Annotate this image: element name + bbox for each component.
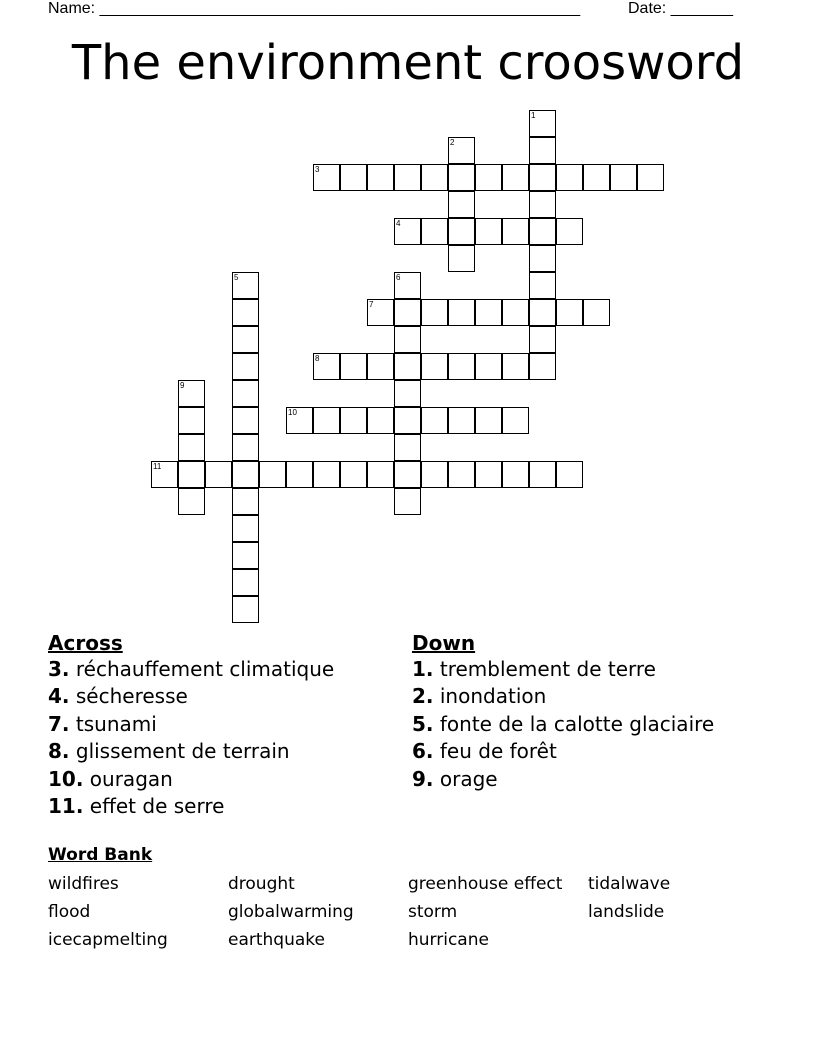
crossword-cell[interactable] xyxy=(367,461,394,488)
across-clue-list xyxy=(48,656,398,820)
down-clues xyxy=(412,630,782,793)
down-clue xyxy=(412,766,782,793)
crossword-cell[interactable] xyxy=(475,299,502,326)
across-clue xyxy=(48,711,398,738)
crossword-cell[interactable] xyxy=(313,461,340,488)
clue-number: 4. xyxy=(48,684,70,709)
down-clue xyxy=(412,683,782,710)
crossword-cell[interactable] xyxy=(475,353,502,380)
crossword-cell[interactable] xyxy=(421,461,448,488)
clue-number: 9. xyxy=(412,766,434,791)
down-clue xyxy=(412,738,782,765)
crossword-cell[interactable] xyxy=(232,515,259,542)
crossword-cell[interactable] xyxy=(340,164,367,191)
crossword-cell[interactable] xyxy=(475,461,502,488)
crossword-cell[interactable] xyxy=(232,380,259,407)
crossword-cell[interactable] xyxy=(502,353,529,380)
word-bank-word: tidalwave xyxy=(588,874,671,894)
crossword-cell[interactable] xyxy=(583,164,610,191)
down-clue xyxy=(412,711,782,738)
crossword-cell[interactable] xyxy=(394,488,421,515)
down-clue xyxy=(412,656,782,683)
crossword-cell[interactable] xyxy=(529,110,556,137)
crossword-cell[interactable] xyxy=(232,353,259,380)
clue-number: 8. xyxy=(48,739,70,764)
clue-text: tsunami xyxy=(75,711,157,736)
clue-number-label: 10 xyxy=(288,408,297,417)
clue-number-label: 7 xyxy=(369,300,374,309)
crossword-cell[interactable] xyxy=(340,461,367,488)
crossword-cell[interactable] xyxy=(448,137,475,164)
date-field-label: Date: _______ xyxy=(628,0,733,17)
crossword-cell[interactable] xyxy=(286,407,313,434)
clue-number-label: 4 xyxy=(396,219,401,228)
page-title: The environment croosword xyxy=(71,35,745,91)
crossword-cell[interactable] xyxy=(340,353,367,380)
crossword-cell[interactable] xyxy=(232,488,259,515)
clue-number: 1. xyxy=(412,657,434,681)
crossword-cell[interactable] xyxy=(529,326,556,353)
word-bank-word: drought xyxy=(228,874,295,894)
crossword-cell[interactable] xyxy=(448,164,475,191)
crossword-cell[interactable] xyxy=(367,407,394,434)
clue-text: fonte de la calotte glaciaire xyxy=(439,711,715,736)
crossword-cell[interactable] xyxy=(448,191,475,218)
crossword-cell[interactable] xyxy=(502,407,529,434)
crossword-cell[interactable] xyxy=(529,353,556,380)
word-bank-word: flood xyxy=(48,902,91,922)
crossword-cell[interactable] xyxy=(205,461,232,488)
crossword-cell[interactable] xyxy=(502,299,529,326)
crossword-cell[interactable] xyxy=(232,299,259,326)
word-bank-items xyxy=(48,874,768,964)
crossword-cell[interactable] xyxy=(529,218,556,245)
crossword-cell[interactable] xyxy=(286,461,313,488)
crossword-cell[interactable] xyxy=(151,461,178,488)
word-bank-word: storm xyxy=(408,902,458,922)
crossword-cell[interactable] xyxy=(232,461,259,488)
crossword-cell[interactable] xyxy=(340,407,367,434)
crossword-cell[interactable] xyxy=(232,596,259,623)
crossword-cell[interactable] xyxy=(502,461,529,488)
clue-number-label: 5 xyxy=(234,273,239,282)
crossword-cell[interactable] xyxy=(529,245,556,272)
crossword-cell[interactable] xyxy=(178,461,205,488)
crossword-cell[interactable] xyxy=(394,164,421,191)
crossword-cell[interactable] xyxy=(421,299,448,326)
clue-number-label: 8 xyxy=(315,354,320,363)
crossword-cell[interactable] xyxy=(502,218,529,245)
crossword-cell[interactable] xyxy=(556,164,583,191)
clue-text: feu de forêt xyxy=(439,739,557,764)
clue-text: orage xyxy=(439,766,498,791)
crossword-cell[interactable] xyxy=(394,461,421,488)
crossword-cell[interactable] xyxy=(394,407,421,434)
crossword-cell[interactable] xyxy=(259,461,286,488)
word-bank-word: earthquake xyxy=(228,930,325,950)
crossword-cell[interactable] xyxy=(313,164,340,191)
word-bank-word: wildfires xyxy=(48,874,119,894)
clue-number: 10. xyxy=(48,766,84,791)
crossword-cell[interactable] xyxy=(448,407,475,434)
clue-number: 6. xyxy=(412,739,434,764)
clue-text: tremblement de terre xyxy=(439,657,656,681)
crossword-cell[interactable] xyxy=(178,488,205,515)
name-field-label: Name: ______________________________________________________ xyxy=(48,0,581,17)
word-bank-title: Word Bank xyxy=(48,845,153,865)
across-heading: Across xyxy=(48,631,123,655)
crossword-cell[interactable] xyxy=(421,407,448,434)
crossword-cell[interactable] xyxy=(394,353,421,380)
across-clue xyxy=(48,683,398,710)
crossword-cell[interactable] xyxy=(529,191,556,218)
clue-number: 2. xyxy=(412,684,434,709)
clue-number-label: 2 xyxy=(450,138,455,147)
crossword-cell[interactable] xyxy=(178,434,205,461)
crossword-cell[interactable] xyxy=(394,299,421,326)
crossword-cell[interactable] xyxy=(637,164,664,191)
clue-number-label: 1 xyxy=(531,111,536,120)
clue-number-label: 6 xyxy=(396,273,401,282)
down-heading: Down xyxy=(412,631,476,655)
crossword-cell[interactable] xyxy=(448,218,475,245)
clue-text: effet de serre xyxy=(89,794,225,819)
crossword-cell[interactable] xyxy=(610,164,637,191)
crossword-cell[interactable] xyxy=(529,137,556,164)
clue-number-label: 11 xyxy=(153,462,162,471)
crossword-cell[interactable] xyxy=(475,407,502,434)
across-clue xyxy=(48,793,398,820)
crossword-cell[interactable] xyxy=(448,461,475,488)
crossword-cell[interactable] xyxy=(232,272,259,299)
clue-number: 7. xyxy=(48,711,70,736)
crossword-cell[interactable] xyxy=(232,434,259,461)
across-clue xyxy=(48,766,398,793)
clue-text: inondation xyxy=(439,684,547,709)
crossword-cell[interactable] xyxy=(556,299,583,326)
crossword-cell[interactable] xyxy=(313,353,340,380)
crossword-cell[interactable] xyxy=(421,353,448,380)
crossword-cell[interactable] xyxy=(178,380,205,407)
crossword-cell[interactable] xyxy=(394,434,421,461)
crossword-cell[interactable] xyxy=(556,461,583,488)
clue-number: 5. xyxy=(412,711,434,736)
clue-number: 3. xyxy=(48,657,70,681)
crossword-cell[interactable] xyxy=(394,218,421,245)
crossword-cell[interactable] xyxy=(232,407,259,434)
crossword-cell[interactable] xyxy=(448,245,475,272)
crossword-cell[interactable] xyxy=(529,461,556,488)
word-bank-word: globalwarming xyxy=(228,902,354,922)
crossword-cell[interactable] xyxy=(556,218,583,245)
crossword-cell[interactable] xyxy=(394,326,421,353)
crossword-cell[interactable] xyxy=(367,353,394,380)
crossword-cell[interactable] xyxy=(529,164,556,191)
clue-number: 11. xyxy=(48,794,84,819)
crossword-cell[interactable] xyxy=(502,164,529,191)
clue-text: ouragan xyxy=(89,766,173,791)
crossword-cell[interactable] xyxy=(421,164,448,191)
across-clues xyxy=(48,630,398,820)
crossword-cell[interactable] xyxy=(232,569,259,596)
across-clue xyxy=(48,738,398,765)
crossword-cell[interactable] xyxy=(475,218,502,245)
word-bank-word: hurricane xyxy=(408,930,489,950)
clue-text: sécheresse xyxy=(75,684,188,709)
crossword-cell[interactable] xyxy=(529,272,556,299)
clue-text: réchauffement climatique xyxy=(75,657,335,681)
clue-number-label: 9 xyxy=(180,381,185,390)
crossword-cell[interactable] xyxy=(421,218,448,245)
crossword-cell[interactable] xyxy=(448,353,475,380)
crossword-cell[interactable] xyxy=(583,299,610,326)
crossword-cell[interactable] xyxy=(367,299,394,326)
crossword-cell[interactable] xyxy=(394,380,421,407)
crossword-cell[interactable] xyxy=(448,299,475,326)
crossword-cell[interactable] xyxy=(178,407,205,434)
crossword-cell[interactable] xyxy=(232,542,259,569)
crossword-cell[interactable] xyxy=(313,407,340,434)
across-clue xyxy=(48,656,398,683)
word-bank-word: icecapmelting xyxy=(48,930,168,950)
crossword-cell[interactable] xyxy=(367,164,394,191)
clue-number-label: 3 xyxy=(315,165,320,174)
word-bank-word: landslide xyxy=(588,902,665,922)
clue-text: glissement de terrain xyxy=(75,739,290,764)
word-bank xyxy=(48,844,768,964)
crossword-cell[interactable] xyxy=(475,164,502,191)
crossword-cell[interactable] xyxy=(529,299,556,326)
word-bank-word: greenhouse effect xyxy=(408,874,563,894)
down-clue-list xyxy=(412,656,782,793)
crossword-cell[interactable] xyxy=(394,272,421,299)
crossword-cell[interactable] xyxy=(232,326,259,353)
